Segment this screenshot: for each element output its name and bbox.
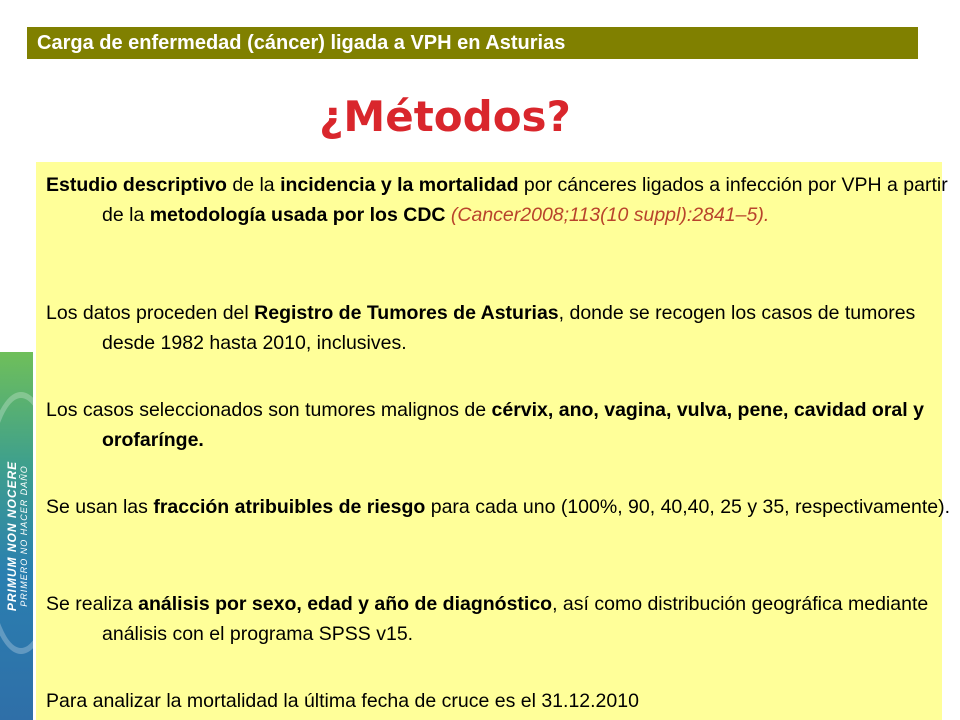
text-run: , así como distribución geográfica mediante análisis con el programa SPSS v15. bbox=[102, 593, 929, 645]
text-run: incidencia y la mortalidad bbox=[280, 174, 519, 196]
bullet-selected-cases bbox=[46, 395, 960, 455]
text-run: Estudio descriptivo bbox=[46, 174, 227, 196]
text-run: fracción atribuibles de riesgo bbox=[153, 496, 426, 518]
text-run: cérvix, ano, vagina, vulva, pene, cavidad oral y orofarínge. bbox=[102, 399, 924, 451]
bullet-data-source bbox=[46, 298, 960, 358]
slide-title: ¿Métodos? bbox=[319, 92, 571, 141]
reference-citation: (Cancer2008;113(10 suppl):2841–5). bbox=[445, 204, 770, 226]
text-run: Los casos seleccionados son tumores malignos de bbox=[46, 399, 492, 421]
text-run: análisis por sexo, edad y año de diagnóstico bbox=[138, 593, 553, 615]
text-run: Los datos proceden del bbox=[46, 302, 255, 324]
bullet-attributable-fractions bbox=[46, 492, 960, 522]
text-run: metodología usada por los CDC bbox=[149, 204, 446, 226]
logo-main-text: PRIMUM NON NOCERE bbox=[4, 460, 19, 612]
logo-text bbox=[5, 461, 29, 611]
text-run: Registro de Tumores de Asturias bbox=[254, 302, 559, 324]
bullet-mortality-date bbox=[46, 686, 960, 716]
text-run: Se usan las bbox=[46, 496, 154, 518]
bullet-analysis bbox=[46, 589, 960, 649]
text-run: , donde se recogen los casos de tumores desde 1982 hasta 2010, inclusives. bbox=[102, 302, 916, 354]
text-run: Se realiza bbox=[46, 593, 139, 615]
text-run: para cada uno (100%, 90, 40,40, 25 y 35, respectivamente). bbox=[425, 496, 950, 518]
bullet-study-design bbox=[46, 170, 960, 230]
text-run: por cánceres ligados a infección por VPH a partir de la bbox=[102, 174, 948, 226]
text-run: Para analizar la mortalidad la última fecha de cruce es el 31.12.2010 bbox=[46, 690, 639, 712]
content-box bbox=[36, 162, 950, 720]
header-bar bbox=[27, 27, 918, 59]
logo-sub-text: PRIMERO NO HACER DAÑO bbox=[18, 465, 29, 607]
conference-logo bbox=[0, 352, 33, 720]
text-run: de la bbox=[226, 174, 281, 196]
header-title: Carga de enfermedad (cáncer) ligada a VPH en Asturias bbox=[37, 32, 566, 54]
